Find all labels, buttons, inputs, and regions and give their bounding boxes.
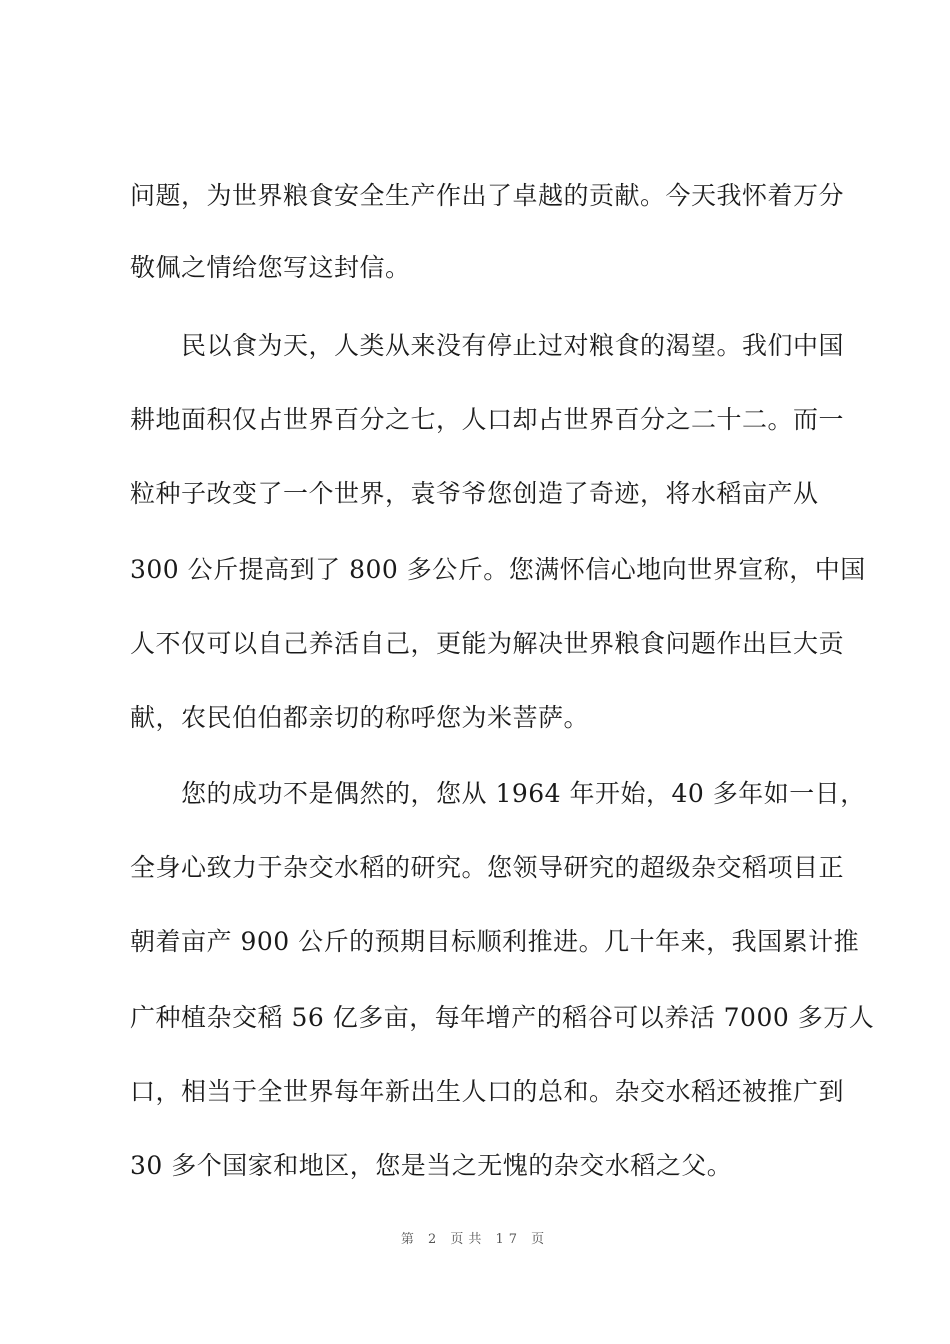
text-line: 朝着亩产 900 公斤的预期目标顺利推进。几十年来，我国累计推 <box>130 927 860 956</box>
text-line: 全身心致力于杂交水稻的研究。您领导研究的超级杂交稻项目正 <box>130 853 845 882</box>
text-line: 敬佩之情给您写这封信。 <box>130 253 411 282</box>
text-line: 人不仅可以自己养活自己，更能为解决世界粮食问题作出巨大贡 <box>130 629 845 658</box>
text-line: 民以食为天，人类从来没有停止过对粮食的渴望。我们中国 <box>130 331 845 360</box>
text-line: 献，农民伯伯都亲切的称呼您为米菩萨。 <box>130 703 590 732</box>
text-line: 广种植杂交稻 56 亿多亩，每年增产的稻谷可以养活 7000 多万人 <box>130 1003 875 1032</box>
text-line: 粒种子改变了一个世界，袁爷爷您创造了奇迹，将水稻亩产从 <box>130 479 819 508</box>
text-line: 您的成功不是偶然的，您从 1964 年开始，40 多年如一日， <box>130 779 866 808</box>
text-line: 30 多个国家和地区，您是当之无愧的杂交水稻之父。 <box>130 1151 733 1180</box>
text-line: 问题，为世界粮食安全生产作出了卓越的贡献。今天我怀着万分 <box>130 181 845 210</box>
text-line: 300 公斤提高到了 800 多公斤。您满怀信心地向世界宣称，中国 <box>130 555 866 584</box>
page-number-footer: 第 2 页共 17 页 <box>400 1232 550 1247</box>
text-line: 耕地面积仅占世界百分之七，人口却占世界百分之二十二。而一 <box>130 405 845 434</box>
text-line: 口，相当于全世界每年新出生人口的总和。杂交水稻还被推广到 <box>130 1077 845 1106</box>
